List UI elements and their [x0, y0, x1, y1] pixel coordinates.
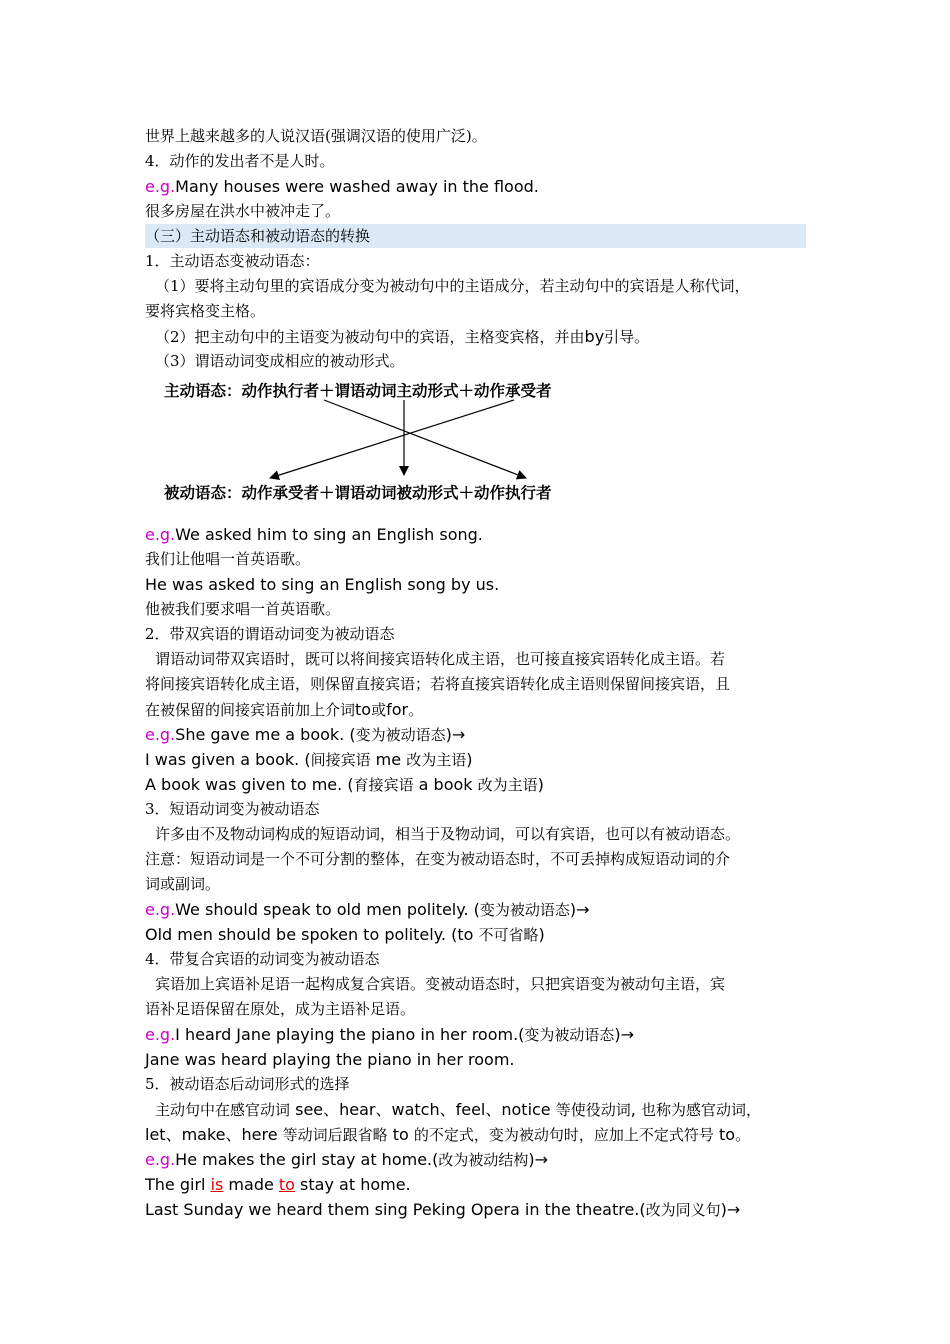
text-part: 等使役动词 [555, 1101, 631, 1119]
text-part: for [386, 700, 409, 719]
example-sentence [145, 747, 472, 773]
list-heading: 4．动作的发出者不是人时。 [145, 152, 335, 170]
eg-label: e.g. [145, 1025, 176, 1044]
example-text: Old men should be spoken to politely. (to [145, 925, 479, 944]
example-text: )→ [720, 1200, 741, 1219]
example-text: I heard Jane playing the piano in her room.( [175, 1025, 525, 1044]
answer-highlight: to [278, 1175, 295, 1194]
example-sentence [145, 772, 544, 798]
text-part: 在被保留的间接宾语前加上介词 [145, 701, 356, 719]
example-note: 改为被动结构 [438, 1151, 529, 1169]
example-sentence [145, 722, 465, 748]
example-note: 改为主语 [477, 776, 538, 794]
eg-label: e.g. [145, 725, 176, 744]
text-part: 。 [408, 701, 424, 719]
example-sentence [145, 897, 590, 923]
active-voice-formula: 主动语态：动作执行者＋谓语动词主动形式＋动作承受者 [164, 382, 552, 400]
example-note: 变为被动语态 [355, 726, 446, 744]
text-part: 主动句中在感官动词 [155, 1101, 291, 1119]
example-sentence [145, 1022, 634, 1048]
text-part: （2）把主动句中的主语变为被动句中的宾语，主格变宾格，并由 [155, 328, 585, 346]
example-text: Last Sunday we heard them sing Peking Opera in the theatre.( [145, 1200, 646, 1219]
text-part: 。 [735, 1126, 751, 1144]
example-sentence [145, 1172, 411, 1197]
example-text: We should speak to old men politely. ( [175, 900, 480, 919]
text-line: 许多由不及物动词构成的短语动词，相当于及物动词，可以有宾语，也可以有被动语态。 [155, 825, 741, 843]
example-sentence: He was asked to sing an English song by us. [145, 575, 500, 594]
example-text: She gave me a book. ( [175, 725, 356, 744]
text-part: to [713, 1125, 736, 1144]
text-part: to [387, 1125, 414, 1144]
text-part: 的不定式，变为被动句时，应加上不定式符号 [413, 1126, 714, 1144]
example-sentence [145, 922, 545, 948]
example-text: He makes the girl stay at home.( [175, 1150, 439, 1169]
answer-highlight: is [210, 1175, 224, 1194]
example-note: 变为被动语态 [524, 1026, 615, 1044]
text-part: 或 [371, 701, 387, 719]
example-text: )→ [528, 1150, 549, 1169]
example-sentence [145, 1147, 548, 1173]
text-part: 等动词后跟省略 [282, 1126, 388, 1144]
example-text: ) [538, 925, 545, 944]
text-part: let、make、here [145, 1125, 283, 1144]
text-line [155, 1097, 761, 1123]
text-line: （3）谓语动词变成相应的被动形式。 [155, 352, 405, 370]
example-text: The girl [145, 1175, 211, 1194]
translation-line: 他被我们要求唱一首英语歌。 [145, 600, 341, 618]
example-note: 改为同义句 [645, 1201, 721, 1219]
text-line [155, 324, 649, 350]
list-heading: 2．带双宾语的谓语动词变为被动语态 [145, 625, 395, 643]
eg-label: e.g. [145, 1150, 176, 1169]
text-line [145, 697, 423, 723]
example-text: stay at home. [294, 1175, 411, 1194]
eg-label: e.g. [145, 177, 176, 196]
example-text: Many houses were washed away in the flood. [175, 177, 539, 196]
text-part: 引导。 [604, 328, 650, 346]
text-line: 语补足语保留在原处，成为主语补足语。 [145, 1000, 416, 1018]
translation-line: 我们让他唱一首英语歌。 [145, 550, 311, 568]
example-note: 不可省略 [478, 926, 539, 944]
voice-transformation-diagram [150, 372, 600, 512]
text-line: 谓语动词带双宾语时，既可以将间接宾语转化成主语，也可接直接宾语转化成主语。若 [155, 650, 726, 668]
text-line: 宾语加上宾语补足语一起构成复合宾语。变被动语态时，只把宾语变为被动句主语，宾 [155, 975, 726, 993]
example-note: 变为被动语态 [479, 901, 570, 919]
list-heading: 5．被动语态后动词形式的选择 [145, 1075, 350, 1093]
text-part: 也称为感官动词， [640, 1101, 761, 1119]
text-part: see、hear、watch、feel、notice [290, 1100, 556, 1119]
example-sentence: Jane was heard playing the piano in her room. [145, 1050, 515, 1069]
list-heading: 4．带复合宾语的动词变为被动语态 [145, 950, 380, 968]
example-text: ) [466, 750, 473, 769]
text-line [145, 1122, 750, 1148]
example-note: 育接宾语 [353, 776, 414, 794]
example-text: a book [413, 775, 478, 794]
example-text: )→ [445, 725, 466, 744]
example-note: 改为主语 [406, 751, 467, 769]
text-line: 要将宾格变主格。 [145, 302, 266, 320]
text-line: （1）要将主动句里的宾语成分变为被动句中的主语成分，若主动句中的宾语是人称代词， [155, 277, 750, 295]
text-line: 将间接宾语转化成主语，则保留直接宾语；若将直接宾语转化成主语则保留间接宾语，且 [145, 675, 731, 693]
example-text: )→ [614, 1025, 635, 1044]
passive-voice-formula: 被动语态：动作承受者＋谓语动词被动形式＋动作执行者 [164, 484, 552, 502]
text-part: to [355, 700, 372, 719]
text-part: by [584, 327, 605, 346]
example-text: A book was given to me. ( [145, 775, 354, 794]
arrow-receiver-to-receiver [270, 400, 514, 478]
eg-label: e.g. [145, 525, 176, 544]
example-text: ) [537, 775, 544, 794]
example-text: We asked him to sing an English song. [175, 525, 483, 544]
list-heading: 1．主动语态变被动语态： [145, 252, 320, 270]
example-text: )→ [569, 900, 590, 919]
example-sentence [145, 1197, 740, 1223]
example-sentence [145, 522, 483, 547]
example-note: 间接宾语 [310, 751, 371, 769]
example-text: me [370, 750, 407, 769]
arrow-executor-to-executor [324, 400, 526, 478]
text-line: 词或副词。 [145, 875, 221, 893]
translation-line: 很多房屋在洪水中被冲走了。 [145, 202, 341, 220]
example-text: made [223, 1175, 279, 1194]
text-part: , [630, 1100, 641, 1119]
section-title: （三）主动语态和被动语态的转换 [145, 227, 371, 245]
list-heading: 3．短语动词变为被动语态 [145, 800, 320, 818]
text-line: 注意：短语动词是一个不可分割的整体，在变为被动语态时，不可丢掉构成短语动词的介 [145, 850, 731, 868]
example-sentence [145, 174, 539, 199]
example-text: I was given a book. ( [145, 750, 311, 769]
eg-label: e.g. [145, 900, 176, 919]
text-line: 世界上越来越多的人说汉语(强调汉语的使用广泛)。 [145, 127, 487, 145]
